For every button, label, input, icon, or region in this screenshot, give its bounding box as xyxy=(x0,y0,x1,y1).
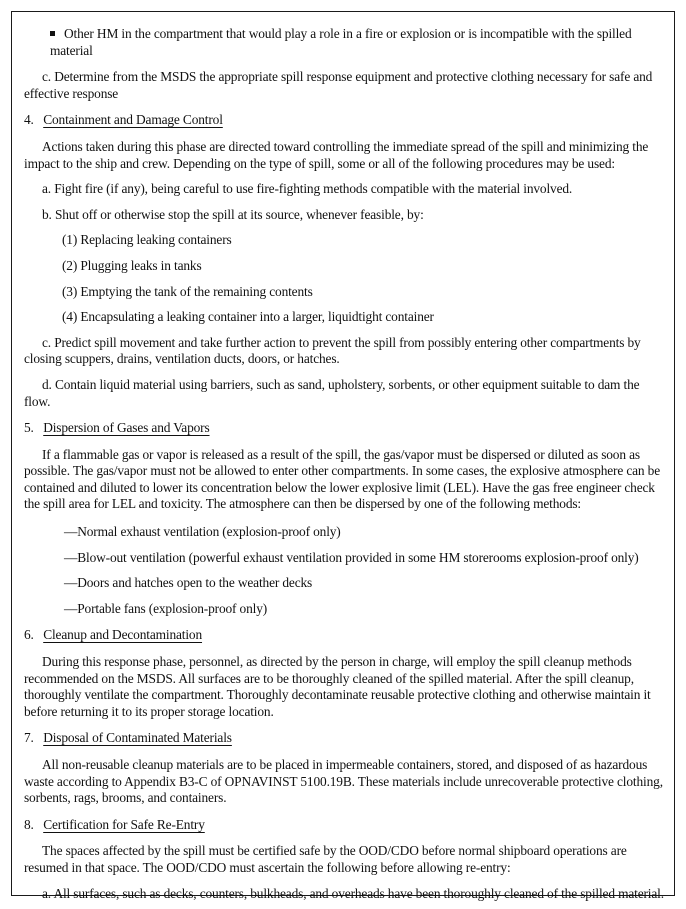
section-heading-7: 7. Disposal of Contaminated Materials xyxy=(24,730,232,746)
section-4-item-d: d. Contain liquid material using barriers, such as sand, upholstery, sorbents, or other equipment suitable to dam the flow. xyxy=(24,376,640,409)
paragraph-c-msds: c. Determine from the MSDS the appropriate spill response equipment and protective clothing necessary for safe and effective response xyxy=(24,69,653,101)
section-heading-8: 8. Certification for Safe Re-Entry xyxy=(24,816,205,832)
section-4-intro: Actions taken during this phase are directed toward controlling the immediate spread of the spill and minimizing the impact to the ship and crew. Depending on the type of spill, some or all of the following procedures may be used: xyxy=(24,138,649,171)
section-4-subitem-2: (2) Plugging leaks in tanks xyxy=(62,257,202,273)
section-5-intro: If a flammable gas or vapor is released as a result of the spill, the gas/vapor must be dispersed or diluted as soon as possible. The gas/vapor must not be allowed to enter other compartments. In some cases, the explosive atmosphere can be contained and diluted to lower its concentration below the lower explosive limit (LEL). Have the gas free engineer check the spill area for LEL and toxicity. The atmosphere can then be dispersed by one of the following methods: xyxy=(24,446,661,512)
section-4-item-a: a. Fight fire (if any), being careful to use fire-fighting methods compatible with the material involved. xyxy=(42,181,573,197)
section-6-intro: During this response phase, personnel, as directed by the person in charge, will employ the spill cleanup methods recommended on the MSDS. All surfaces are to be thoroughly cleaned of the spilled material. After the spill cleanup, thoroughly ventilate the compartment. Thoroughly decontaminate reusable protective clothing and otherwise maintain it before returning it to its proper storage location. xyxy=(24,654,651,719)
section-heading-6: 6. Cleanup and Decontamination xyxy=(24,627,203,643)
section-4-subitem-4: (4) Encapsulating a leaking container into a larger, liquidtight container xyxy=(62,309,434,325)
section-5-method-3: —Doors and hatches open to the weather decks xyxy=(64,575,313,591)
section-4-item-b: b. Shut off or otherwise stop the spill at its source, whenever feasible, by: xyxy=(42,206,424,222)
section-5-method-4: —Portable fans (explosion-proof only) xyxy=(64,600,268,616)
document-body xyxy=(24,26,664,902)
section-7-intro: All non-reusable cleanup materials are to be placed in impermeable containers, stored, and disposed of as hazardous waste according to Appendix B3-C of OPNAVINST 5100.19B. These materials include unrecoverable protective clothing, sorbents, rags, brooms, and containers. xyxy=(24,757,663,806)
bullet-item: Other HM in the compartment that would play a role in a fire or explosion or is incompatible with the spilled material xyxy=(50,26,632,58)
section-4-item-c: c. Predict spill movement and take further action to prevent the spill from possibly entering other compartments by closing scuppers, drains, ventilation ducts, doors, or hatches. xyxy=(24,334,641,367)
section-4-subitem-1: (1) Replacing leaking containers xyxy=(62,232,232,248)
section-heading-5: 5. Dispersion of Gases and Vapors xyxy=(24,420,210,436)
bullet-icon xyxy=(50,31,55,36)
section-8-item-a: a. All surfaces, such as decks, counters, bulkheads, and overheads have been thoroughly cleaned of the spilled material. xyxy=(42,885,664,901)
section-5-method-1: —Normal exhaust ventilation (explosion-proof only) xyxy=(64,524,341,540)
section-4-subitem-3: (3) Emptying the tank of the remaining contents xyxy=(62,283,313,299)
section-8-intro: The spaces affected by the spill must be certified safe by the OOD/CDO before normal shipboard operations are resumed in that space. The OOD/CDO must ascertain the following before allowing re-entry: xyxy=(24,843,627,875)
section-heading-4: 4. Containment and Damage Control xyxy=(24,112,223,128)
section-5-method-2: —Blow-out ventilation (powerful exhaust ventilation provided in some HM storerooms explosion-proof only) xyxy=(64,549,639,565)
